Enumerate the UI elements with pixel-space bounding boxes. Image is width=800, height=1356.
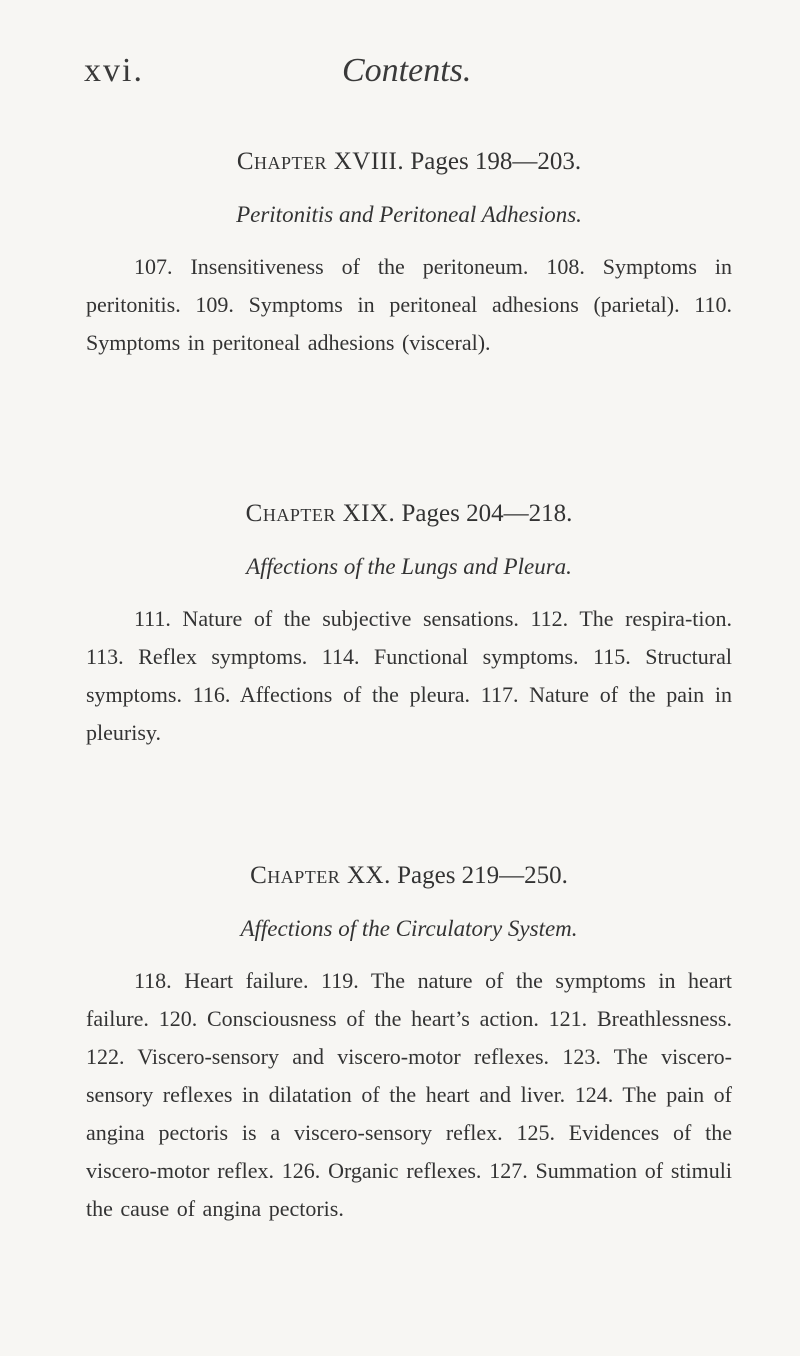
chapter-pages: Pages 198—203. <box>410 148 582 175</box>
chapter-section-xx <box>86 860 732 1228</box>
chapter-contents: 111. Nature of the subjective sensations. 112. The respira-tion. 113. Reflex symptoms. 114. Functional symptoms. 115. Structural symptoms. 116. Affections of the pleura. 117. Nature of the pain in pleurisy. <box>86 606 732 745</box>
chapter-heading <box>86 860 732 892</box>
chapter-title: Peritonitis and Peritoneal Adhesions. <box>236 202 582 227</box>
chapter-label: Chapter XX. <box>250 862 391 889</box>
running-title: Contents. <box>342 52 472 89</box>
chapter-label: Chapter XVIII. <box>236 148 405 175</box>
chapter-heading <box>86 498 732 530</box>
chapter-heading <box>86 146 732 178</box>
page-number: xvi. <box>84 52 144 89</box>
chapter-section-xviii <box>86 146 732 362</box>
chapter-contents: 107. Insensitiveness of the peritoneum. 108. Symptoms in peritonitis. 109. Symptoms in peritoneal adhesions (parietal). 110. Symptoms in peritoneal adhesions (visceral). <box>86 254 732 355</box>
chapter-contents: 118. Heart failure. 119. The nature of the symptoms in heart failure. 120. Consciousness of the heart’s action. 121. Breathlessness. 122. Viscero-sensory and viscero-motor reflexes. 123. The viscero-sensory reflexes in dilatation of the heart and liver. 124. The pain of angina pectoris is a viscero-sensory reflex. 125. Evidences of the viscero-motor reflex. 126. Organic reflexes. 127. Summation of stimuli the cause of angina pectoris. <box>86 968 732 1221</box>
chapter-title: Affections of the Circulatory System. <box>240 916 578 941</box>
chapter-section-xix <box>86 498 732 752</box>
chapter-title: Affections of the Lungs and Pleura. <box>246 554 572 579</box>
chapter-pages: Pages 219—250. <box>397 862 568 889</box>
chapter-pages: Pages 204—218. <box>401 500 573 527</box>
chapter-label: Chapter XIX. <box>245 500 396 527</box>
page-header <box>0 52 800 102</box>
